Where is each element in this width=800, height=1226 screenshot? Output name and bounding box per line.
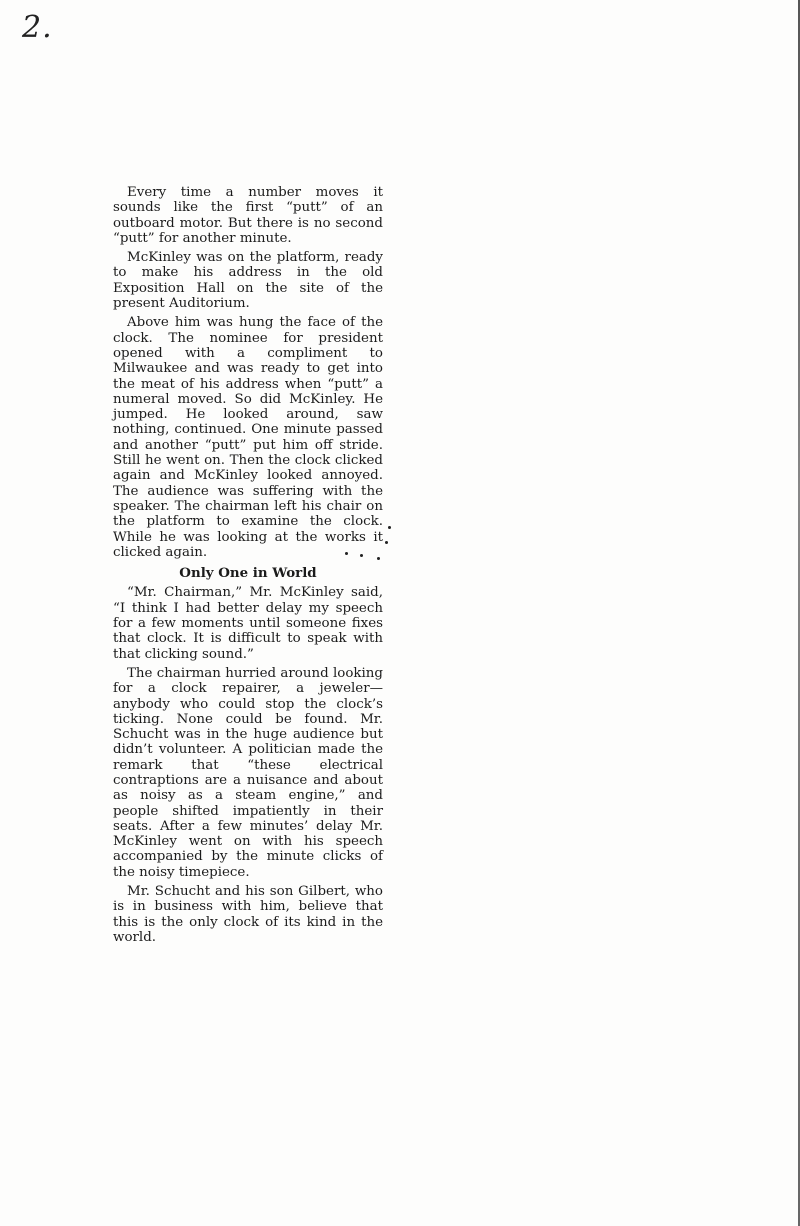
print-speckle [345,552,348,555]
print-speckle [385,541,388,544]
print-speckle [360,554,363,557]
article-paragraph: Above him was hung the face of the clock. The nominee for president opened with a compliment to Milwaukee and was ready to get into the meat of his address when “putt” a numeral moved. So did McKinley. He jumped. He looked around, saw nothing, continued. One minute passed and another “putt” put him off stride. Still he went on. Then the clock clicked again and McKinley looked annoyed. The audience was suffering with the speaker. The chairman left his chair on the platform to examine the clock. While he was looking at the works it clicked again. [113,315,383,560]
article-paragraph: McKinley was on the platform, ready to make his address in the old Exposition Hall on the site of the present Auditorium. [113,250,383,312]
page-number: 2. [22,10,53,45]
article-paragraph: The chairman hurried around looking for a clock repairer, a jeweler—anybody who could stop the clock’s ticking. None could be found. Mr. Schucht was in the huge audience but didn’t volunteer. A politician made the remark that “these electrical contraptions are a nuisance and about as noisy as a steam engine,” and people shifted impatiently in their seats. After a few minutes’ delay Mr. McKinley went on with his speech accompanied by the minute clicks of the noisy timepiece. [113,665,383,880]
article-column [113,185,383,949]
article-paragraph: Mr. Schucht and his son Gilbert, who is in business with him, believe that this is the only clock of its kind in the world. [113,884,383,945]
print-speckle [377,557,380,560]
article-paragraph: Every time a number moves it sounds like the first “putt” of an outboard motor. But there is no second “putt” for another minute. [113,185,383,246]
article-paragraph: “Mr. Chairman,” Mr. McKinley said, “I think I had better delay my speech for a few moments until someone fixes that clock. It is difficult to speak with that clicking sound.” [113,585,383,662]
print-speckle [388,526,391,529]
article-subhead: Only One in World [179,565,317,582]
